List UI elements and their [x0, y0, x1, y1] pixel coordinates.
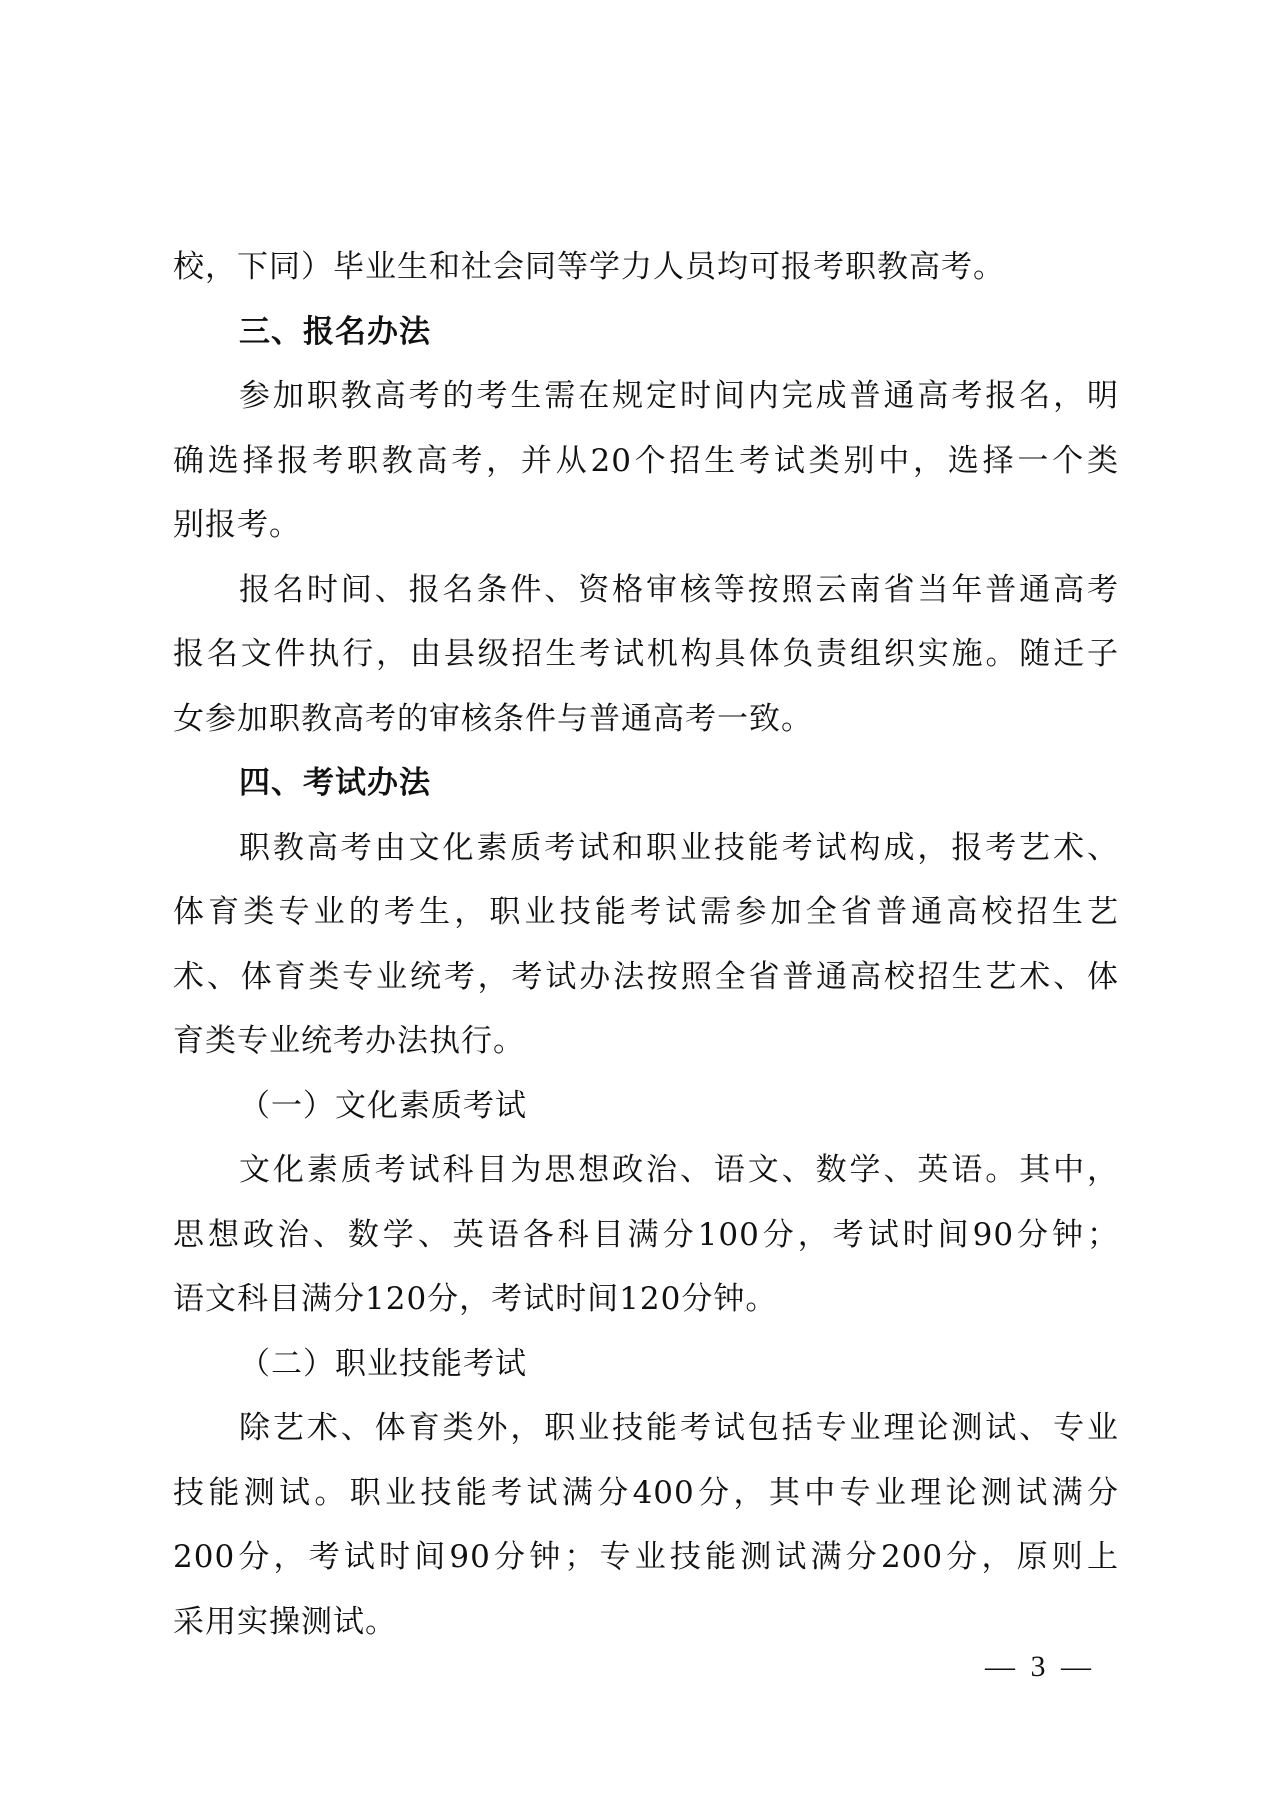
- paragraph-line: 语文科目满分120分，考试时间120分钟。: [173, 1281, 778, 1317]
- subsection-heading: （二）职业技能考试: [239, 1345, 527, 1382]
- paragraph-line: 文化素质考试科目为思想政治、语文、数学、英语。其中，: [239, 1152, 1119, 1188]
- paragraph-line: 报名文件执行，由县级招生考试机构具体负责组织实施。随迁子: [173, 636, 1119, 672]
- paragraph-line: 参加职教高考的考生需在规定时间内完成普通高考报名，明: [239, 378, 1119, 414]
- paragraph-line: 育类专业统考办法执行。: [173, 1023, 525, 1059]
- paragraph-line: 校，下同）毕业生和社会同等学力人员均可报考职教高考。: [173, 249, 1005, 285]
- paragraph-line: 术、体育类专业统考，考试办法按照全省普通高校招生艺术、体: [173, 958, 1119, 995]
- subsection-heading: （一）文化素质考试: [239, 1087, 527, 1124]
- page-number: — 3 —: [985, 1650, 1095, 1683]
- paragraph-line: 采用实操测试。: [173, 1603, 397, 1640]
- paragraph-line: 体育类专业的考生，职业技能考试需参加全省普通高校招生艺: [173, 894, 1119, 930]
- paragraph-line: 技能测试。职业技能考试满分400分，其中专业理论测试满分: [173, 1474, 1119, 1511]
- paragraph-line: 别报考。: [173, 507, 301, 543]
- paragraph-line: 确选择报考职教高考，并从20个招生考试类别中，选择一个类: [173, 442, 1119, 479]
- paragraph-line: 思想政治、数学、英语各科目满分100分，考试时间90分钟；: [173, 1216, 1119, 1253]
- document-body: [173, 235, 1119, 1654]
- paragraph-line: 除艺术、体育类外，职业技能考试包括专业理论测试、专业: [239, 1410, 1119, 1446]
- paragraph-line: 报名时间、报名条件、资格审核等按照云南省当年普通高考: [239, 571, 1119, 608]
- paragraph-line: 女参加职教高考的审核条件与普通高考一致。: [173, 700, 813, 737]
- paragraph-line: 200分，考试时间90分钟；专业技能测试满分200分，原则上: [173, 1539, 1119, 1575]
- section-heading: 四、考试办法: [239, 765, 431, 801]
- paragraph-line: 职教高考由文化素质考试和职业技能考试构成，报考艺术、: [239, 829, 1119, 866]
- section-heading: 三、报名办法: [239, 313, 431, 350]
